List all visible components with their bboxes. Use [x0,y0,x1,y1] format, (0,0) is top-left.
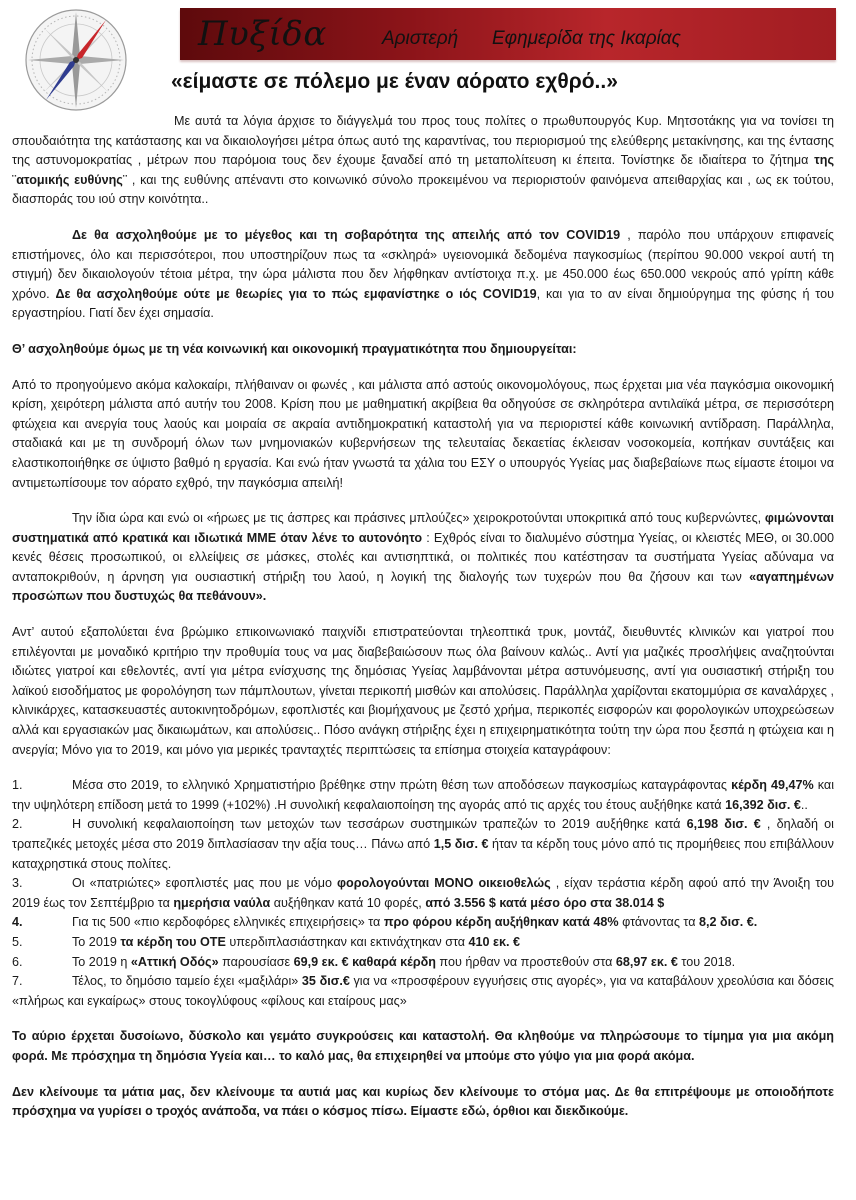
text: Οι «πατριώτες» εφοπλιστές μας που με νόμο [72,876,337,891]
text: φτάνοντας τα [618,915,699,930]
bold-text: τα κέρδη του ΟΤΕ [120,934,226,949]
list-number: 6. [12,954,23,969]
text: υπερδιπλασιάστηκαν και εκτινάχτηκαν στα [225,934,469,949]
paragraph-heroes [12,509,834,607]
list-item [12,874,834,913]
text: και την υψηλότερη επίδοση μετά το 1999 (+102%) .Η συνολική κεφαλαιοποίηση της αγοράς από τις αρχές του έτους αυξήθηκε κατά [12,778,834,812]
text: για να «προσφέρουν εγγυήσεις στις αγορές», για να καταβάλουν χρεολύσια και δόσεις «πλήρως και εγκαίρως» στους τοκογλύφους «φίλους και εταίρους μας» [12,974,834,1008]
text: του 2018. [677,954,736,969]
list-item [12,913,834,933]
bold-text: 410 εκ. € [468,934,521,949]
list-item [12,972,834,1011]
text: ήταν τα κέρδη τους μόνο από τις προμήθειες που επιβάλλουν καταχρηστικά στους πολίτες. [12,837,834,871]
bold-text: 69,9 εκ. € καθαρά κέρδη [293,954,436,969]
article-headline: «είμαστε σε πόλεμο με έναν αόρατο εχθρό..» [171,70,618,93]
bold-text: 8,2 δισ. €. [698,915,758,930]
text: , παρόλο που υπάρχουν επιφανείς επιστήμονες, όλο και περισσότεροι, που υποστηρίζουν πως τα «σκληρά» υγειονομικά δεδομένα παγκοσμίως (περίπου 90.000 νεκροί αυτή τη στιγμή) δεν δικαιολογούν τέτοια μέτρα, την ώρα μάλιστα που δεν λήφθηκαν αντίστοιχα π.χ. με 450.000 έως 650.000 νεκρούς από γρίπη κάθε χρόνο. [12,227,834,301]
text: Τέλος, το δημόσιο ταμείο έχει «μαξιλάρι» [72,974,302,989]
bold-text: Θ’ ασχοληθούμε όμως με τη νέα κοινωνική και οικονομική πραγματικότητα που δημιουργείται: [12,341,577,356]
text: , είχαν τεράστια κέρδη αφού από την Άνοιξη του 2019 έως τον Σεπτέμβριο τα [12,876,835,910]
masthead-banner [180,8,836,60]
list-item [12,933,834,953]
bold-text: Δε θα ασχοληθούμε με το μέγεθος και τη σοβαρότητα της απειλής από τον COVID19 [72,227,621,242]
list-item [12,776,834,815]
bold-text: 68,97 εκ. € [615,954,678,969]
bold-text: φορολογούνται ΜΟΝΟ οικειοθελώς [337,876,551,891]
text: Για τις 500 «πιο κερδοφόρες ελληνικές επιχειρήσεις» τα [72,915,384,930]
text: Μέσα στο 2019, το ελληνικό Χρηματιστήριο βρέθηκε στην πρώτη θέση των αποδόσεων παγκοσμίως καταγράφοντας [72,778,732,793]
text: : Εχθρός είναι το διαλυμένο σύστημα Υγείας, οι κλειστές ΜΕΘ, οι 30.000 κενές θέσεις προσωπικού, οι ελλείψεις σε μάσκες, στολές και αντισηπτικά, οι πολιτικές που κατέστησαν τα συστήματα Υγείας αδύναμα να ανταποκριθούν, η άρνηση για ουσιαστική στήριξη του λαού, η λογική της διαλογής των τυχερών που θα ζήσουν και των [12,530,834,584]
bold-text: από 3.556 $ κατά μέσο όρο στα 38.014 $ [425,895,665,910]
bold-text: 6,198 δισ. € [686,817,761,832]
text: παρουσίασε [218,954,294,969]
text: Με αυτά τα λόγια άρχισε το διάγγελμά του προς τους πολίτες ο πρωθυπουργός Κυρ. Μητσοτάκης για να τονίσει τη σπουδαιότητα της κατάστασης και να δικαιολογήσει μέτρα όπως αυτό της καραντίνας, του περιορισμού της ελεύθερης μετακίνησης, και της έντασης της αστυνομοκρατίας , μέτρων που παρόμοια τους δεν έχουμε ξαναδεί από τη μεταπολίτευση κι έπειτα. Τονίστηκε δε ιδιαίτερα το ζήτημα [12,114,834,168]
bold-text: 16,392 δισ. € [725,797,801,812]
bold-text: «αγαπημένων προσώπων που δυστυχώς θα πεθάνουν». [12,569,834,604]
list-number: 7. [12,974,23,989]
article-body [12,112,834,1122]
text: .. [800,797,808,812]
bold-text: 35 δισ.€ [301,974,350,989]
text: , και για το αν είναι δημιούργημα της φύσης ή του εργαστηρίου. Γιατί δεν έχει σημασία. [12,286,834,321]
text: που ήρθαν να προστεθούν στα [435,954,616,969]
paragraph-closing [12,1083,834,1122]
bold-text: «Αττική Οδός» [130,954,219,969]
paragraph-intro [12,112,834,210]
text: , δηλαδή οι τραπεζικές μετοχές μέσα στο 2019 διπλασίασαν την αξία τους… Πάνω από [12,817,834,851]
list-number: 1. [12,778,23,793]
bold-text: φιμώνονται συστηματικά από κρατικά και ιδιωτικά ΜΜΕ όταν λένε το αυτονόητο [12,511,834,545]
text: Το 2019 [72,934,121,949]
list-item [12,953,834,973]
paragraph-crisis: Από το προηγούμενο ακόμα καλοκαίρι, πλήθαιναν οι φωνές , και μάλιστα από αστούς οικονομολόγους, πως έρχεται μια νέα παγκόσμια οικονομική κρίση, χειρότερη μάλιστα από αυτήν του 2008. Κρίση που με μαθηματική ακρίβεια θα οδηγούσε σε σκληρότερα αντιλαϊκά μέτρα, σε περισσότερη φτώχεια και ανεργία τους λαούς και μοιραία σε ακραία αντιδημοκρατική καταστολή για να περιοριστεί κάθε κοινωνική αντίδραση. Παράλληλα, σταδιακά και με τη συνδρομή όλων των μνημονιακών κυβερνήσεων της τελευταίας δεκαετίας έκλεισαν νοσοκομεία, κοπήκαν συντάξεις και ελαστικοποιήθηκε σε ύψιστο βαθμό η εργασία. Και ενώ ήταν γνωστά τα χάλια του ΕΣΥ ο υπουργός Υγείας μας διαβεβαίωνε πως είμαστε έτοιμοι να αντιμετωπίσουμε τον αόρατο εχθρό, την παγκόσμια απειλή! [12,377,834,490]
paragraph-propaganda: Αντ’ αυτού εξαπολύεται ένα βρώμικο επικοινωνιακό παιχνίδι επιστρατεύονται τηλεοπτικά τρυκ, μοντάζ, διευθυντές κλινικών και γιατροί που επιλέγονται με μοναδικό κριτήριο την προθυμία τους να μας διαβεβαιώσουν πως όλα βαίνουν καλώς.. Αντί για μαζικές προσλήψεις αναζητούνται ιδιώτες γιατροί και εθελοντές, αντί για μέτρα ενίσχυσης της δημόσιας Υγείας λαμβάνονται μέτρα αστυνόμευσης, αντί για ουσιαστική στήριξη του λαϊκού εισοδήματος με φορολόγηση των πάμπλουτων, γίνεται περικοπή μισθών και απολύσεις. Παράλληλα χαρίζονται εκατομμύρια σε καναλάρχες , κλινικάρχες, κατασκευαστές αυτοκινητοδρόμων, εφοπλιστές και βιομήχανους με ζεστό χρήμα, περικοπές εισφορών και φορολογικών υποχρεώσεων αλλά και εργασιακών μας δικαιωμάτων, και απολύσεις.. Πόσο ανάγκη στήριξης έχει η επιχειρηματικότητα τούτη την ώρα που ξεσπά η φτώχεια και η ανεργία; Μόνο για το 2019, και μόνο για μερικές τρανταχτές περιπτώσεις τα επίσημα στοιχεία καταγράφουν: [12,625,834,757]
bold-text: ημερήσια ναύλα [173,895,271,910]
paragraph-tomorrow [12,1027,834,1066]
newspaper-title: Πυξίδα [198,14,327,54]
list-number: 5. [12,934,23,949]
text: Το 2019 η [72,954,131,969]
bold-text: 1,5 δισ. € [433,837,489,851]
bold-text: Δε θα ασχοληθούμε ούτε με θεωρίες για το πώς εμφανίστηκε ο ιός COVID19 [55,286,537,301]
list-item [12,815,834,874]
paragraph-covid [12,226,834,324]
list-number: 2. [12,817,23,832]
newspaper-tagline-left: Αριστερή [382,28,459,49]
list-number: 3. [12,876,23,891]
bold-text: της ¨ατομικής ευθύνης¨ [12,153,834,187]
newspaper-tagline-right: Εφημερίδα της Ικαρίας [492,28,681,49]
paragraph-subheading [12,340,834,360]
text: αυξήθηκαν κατά 10 φορές, [270,895,426,910]
text: , και της ευθύνης απέναντι στο κοινωνικό σύνολο προκειμένου να περιοριστούν φαινόμενα απειθαρχίας και , ως εκ τούτου, διασποράς του ιού στην κοινότητα.. [12,172,834,207]
bold-text: Το αύριο έρχεται δυσοίωνο, δύσκολο και γεμάτο συγκρούσεις και καταστολή. Θα κληθούμε να πληρώσουμε το τίμημα για μια ακόμη φορά. Με πρόσχημα τη δημόσια Υγεία και… το καλό μας, θα επιχειρηθεί να μπούμε στο γύψο για μια φορά ακόμα. [12,1029,834,1063]
list-number: 4. [12,915,23,930]
text: Την ίδια ώρα και ενώ οι «ήρωες με τις άσπρες και πράσινες μπλούζες» χειροκροτούνται υποκριτικά από τους κυβερνώντες, [72,511,765,526]
bold-text: κέρδη 49,47% [731,778,814,793]
bold-text: προ φόρου κέρδη αυξήθηκαν κατά 48% [383,915,619,930]
bold-text: Δεν κλείνουμε τα μάτια μας, δεν κλείνουμε τα αυτιά μας και κυρίως δεν κλείνουμε το στόμα μας. Δε θα επιτρέψουμε με οποιοδήποτε πρόσχημα να γυρίσει ο τροχός ανάποδα, να πάει ο κόσμος πίσω. Είμαστε εδώ, όρθιοι και διεκδικούμε. [12,1084,834,1119]
compass-logo [14,0,174,120]
text: Η συνολική κεφαλαιοποίηση των μετοχών των τεσσάρων συστημικών τραπεζών το 2019 αυξήθηκε κατά [72,817,687,832]
